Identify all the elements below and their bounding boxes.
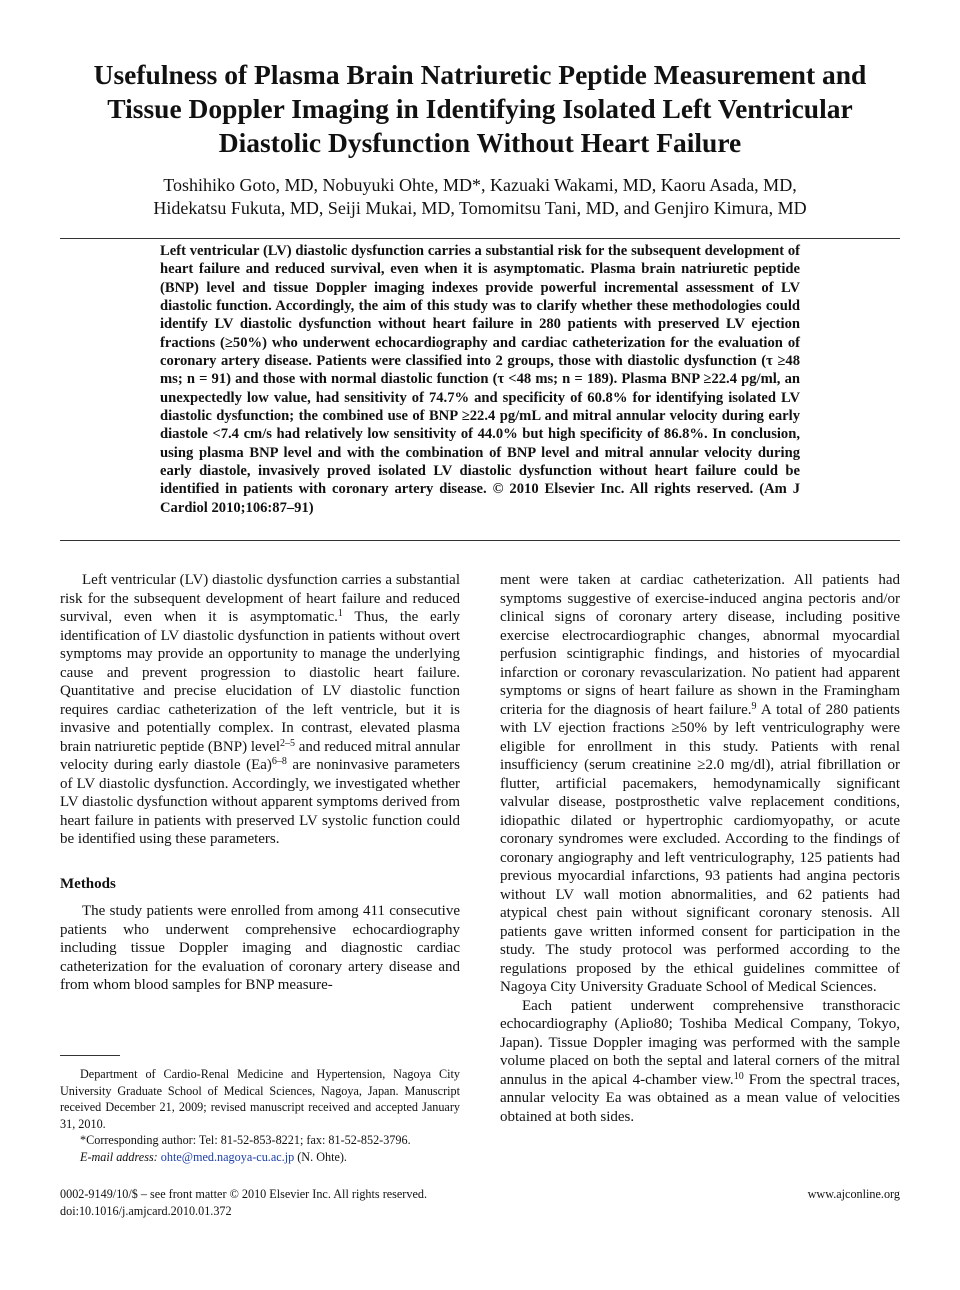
corresponding-author-footnote: *Corresponding author: Tel: 81-52-853-8221; fax: 81-52-852-3796.	[80, 1133, 411, 1147]
reference-10[interactable]: 10	[733, 1070, 744, 1082]
issn-line: 0002-9149/10/$ – see front matter © 2010 Elsevier Inc. All rights reserved.	[60, 1187, 428, 1201]
intro-text-a: Left ventricular (LV) diastolic dysfunction carries a substantial risk for the subsequent development of heart failure and reduced survival, even when it is asymptomatic.	[60, 572, 460, 625]
abstract-top-rule	[60, 238, 900, 239]
intro-text-c: and reduced mitral annular velocity during early diastole (Ea)	[60, 738, 460, 773]
reference-1[interactable]: 1	[337, 608, 343, 619]
email-link[interactable]: ohte@med.nagoya-cu.ac.jp	[160, 1149, 295, 1164]
front-matter-info	[60, 1186, 500, 1220]
methods-heading: Methods	[60, 875, 116, 892]
reference-9[interactable]: 9	[751, 700, 757, 712]
email-suffix: (N. Ohte).	[294, 1149, 347, 1164]
footnote-rule	[60, 1055, 120, 1056]
email-label: E-mail address:	[80, 1149, 158, 1164]
abstract-bottom-rule	[60, 540, 900, 541]
reference-2-5[interactable]: 2–5	[280, 737, 295, 749]
right-column	[500, 571, 900, 1126]
methods-paragraph-1: The study patients were enrolled from among 411 consecutive patients who underwent comprehensive echocardiography including tissue Doppler imaging and diagnostic cardiac catheterization for the evaluation of coronary artery disease and from whom blood samples for BNP measure-	[60, 903, 460, 993]
reference-6-8[interactable]: 6–8	[271, 756, 287, 767]
intro-paragraph	[60, 571, 460, 849]
echo-text-b: From the spectral traces, annular velocity Ea was obtained as a mean value of velocities obtained at both sides.	[500, 1071, 900, 1125]
doi-line[interactable]: doi:10.1016/j.amjcard.2010.01.372	[60, 1204, 232, 1218]
author-line-1: Toshihiko Goto, MD, Nobuyuki Ohte, MD*, Kazuaki Wakami, MD, Kaoru Asada, MD,	[163, 175, 797, 195]
echo-text-a: Each patient underwent comprehensive transthoracic echocardiography (Aplio80; Toshiba Medical Company, Tokyo, Japan). Tissue Doppler imaging was performed with the sample volume placed on both the septal and lateral corners of the mitral annulus in the apical 4-chamber view.	[500, 997, 900, 1088]
author-line-2: Hidekatsu Fukuta, MD, Seiji Mukai, MD, Tomomitsu Tani, MD, and Genjiro Kimura, MD	[153, 198, 807, 218]
methods-paragraph-1-continued	[500, 571, 900, 997]
article-title: Usefulness of Plasma Brain Natriuretic Peptide Measurement and Tissue Doppler Imaging in Identifying Isolated Left Ventricular Diastolic Dysfunction Without Heart Failure	[93, 59, 867, 158]
email-footnote	[60, 1149, 460, 1166]
left-column	[60, 571, 460, 995]
methods-text-b: A total of 280 patients with LV ejection fractions ≥50% by left ventriculography were eligible for enrollment in this study. Patients with renal insufficiency (serum creatinine ≥2.0 mg/dl), atrial fibrillation or flutter, artificial pacemakers, hemodynamically significant valvular disease, postprosthetic valve replacement conditions, idiopathic dilated or hypertrophic cardiomyopathy, or acute coronary syndromes were excluded. According to the findings of coronary angiography and left ventriculography, 125 patients had previous myocardial infarctions, 93 patients had angina pectoris without LV wall motion abnormalities, and 62 patients had atypical chest pain without significant coronary stenosis. All patients gave written informed consent for participation in the study. The study protocol was performed according to the regulations proposed by the ethical guidelines committee of Nagoya City University Graduate School of Medical Sciences.	[500, 701, 900, 995]
methods-text-a: ment were taken at cardiac catheterization. All patients had symptoms suggestive of exercise-induced angina pectoris and/or clinical signs of coronary artery disease, including positive exercise electrocardiographic changes, abnormal myocardial perfusion scintigraphic findings, and histories of myocardial infarction or coronary revascularization. No patient had apparent symptoms or signs of heart failure as shown in the Framingham criteria for the diagnosis of heart failure.	[500, 572, 900, 718]
abstract: Left ventricular (LV) diastolic dysfunction carries a substantial risk for the subsequent development of heart failure and reduced survival, even when it is asymptomatic. Plasma brain natriuretic peptide (BNP) level and tissue Doppler imaging indexes provide powerful incremental assessment of LV diastolic function. Accordingly, the aim of this study was to clarify whether these methodologies could identify LV diastolic dysfunction without heart failure in 280 patients with preserved LV ejection fractions (≥50%) who underwent echocardiography and cardiac catheterization for the evaluation of coronary artery disease. Patients were classified into 2 groups, those with diastolic dysfunction (τ ≥48 ms; n = 91) and those with normal diastolic function (τ <48 ms; n = 189). Plasma BNP ≥22.4 pg/ml, an unexpectedly low value, had sensitivity of 74.7% and specificity of 60.8% for identifying isolated LV diastolic dysfunction; the combined use of BNP ≥22.4 pg/mL and mitral annular velocity during early diastole <7.4 cm/s had relatively low sensitivity of 44.0% but high specificity of 86.8%. In conclusion, using plasma BNP level and with the combination of BNP level and mitral annular velocity during early diastole, invasively proved isolated LV diastolic dysfunction without heart failure could be identified in patients with coronary artery disease. © 2010 Elsevier Inc. All rights reserved. (Am J Cardiol 2010;106:87–91)	[160, 243, 800, 516]
intro-text-d: are noninvasive parameters of LV diastolic dysfunction. Accordingly, we investigated whether LV diastolic dysfunction without apparent symptoms derived from heart failure in patients with preserved LV systolic function could be identified using these parameters.	[60, 757, 461, 847]
methods-paragraph-2	[500, 997, 900, 1127]
footnotes	[60, 1066, 460, 1165]
intro-text-b: Thus, the early identification of LV diastolic dysfunction in patients without overt symptoms may provide an opportunity to manage the underlying cause and prevent progression to diastolic heart failure. Quantitative and precise elucidation of LV diastolic function requires cardiac catheterization of the left ventricle, but it is invasive and potentially complex. In contrast, elevated plasma brain natriuretic peptide (BNP) level	[60, 609, 460, 755]
affiliation-footnote: Department of Cardio-Renal Medicine and Hypertension, Nagoya City University Graduate School of Medical Sciences, Nagoya, Japan. Manuscript received December 21, 2009; revised manuscript received and accepted January 31, 2010.	[60, 1067, 460, 1131]
author-list	[60, 174, 900, 220]
journal-website[interactable]: www.ajconline.org	[807, 1187, 900, 1201]
